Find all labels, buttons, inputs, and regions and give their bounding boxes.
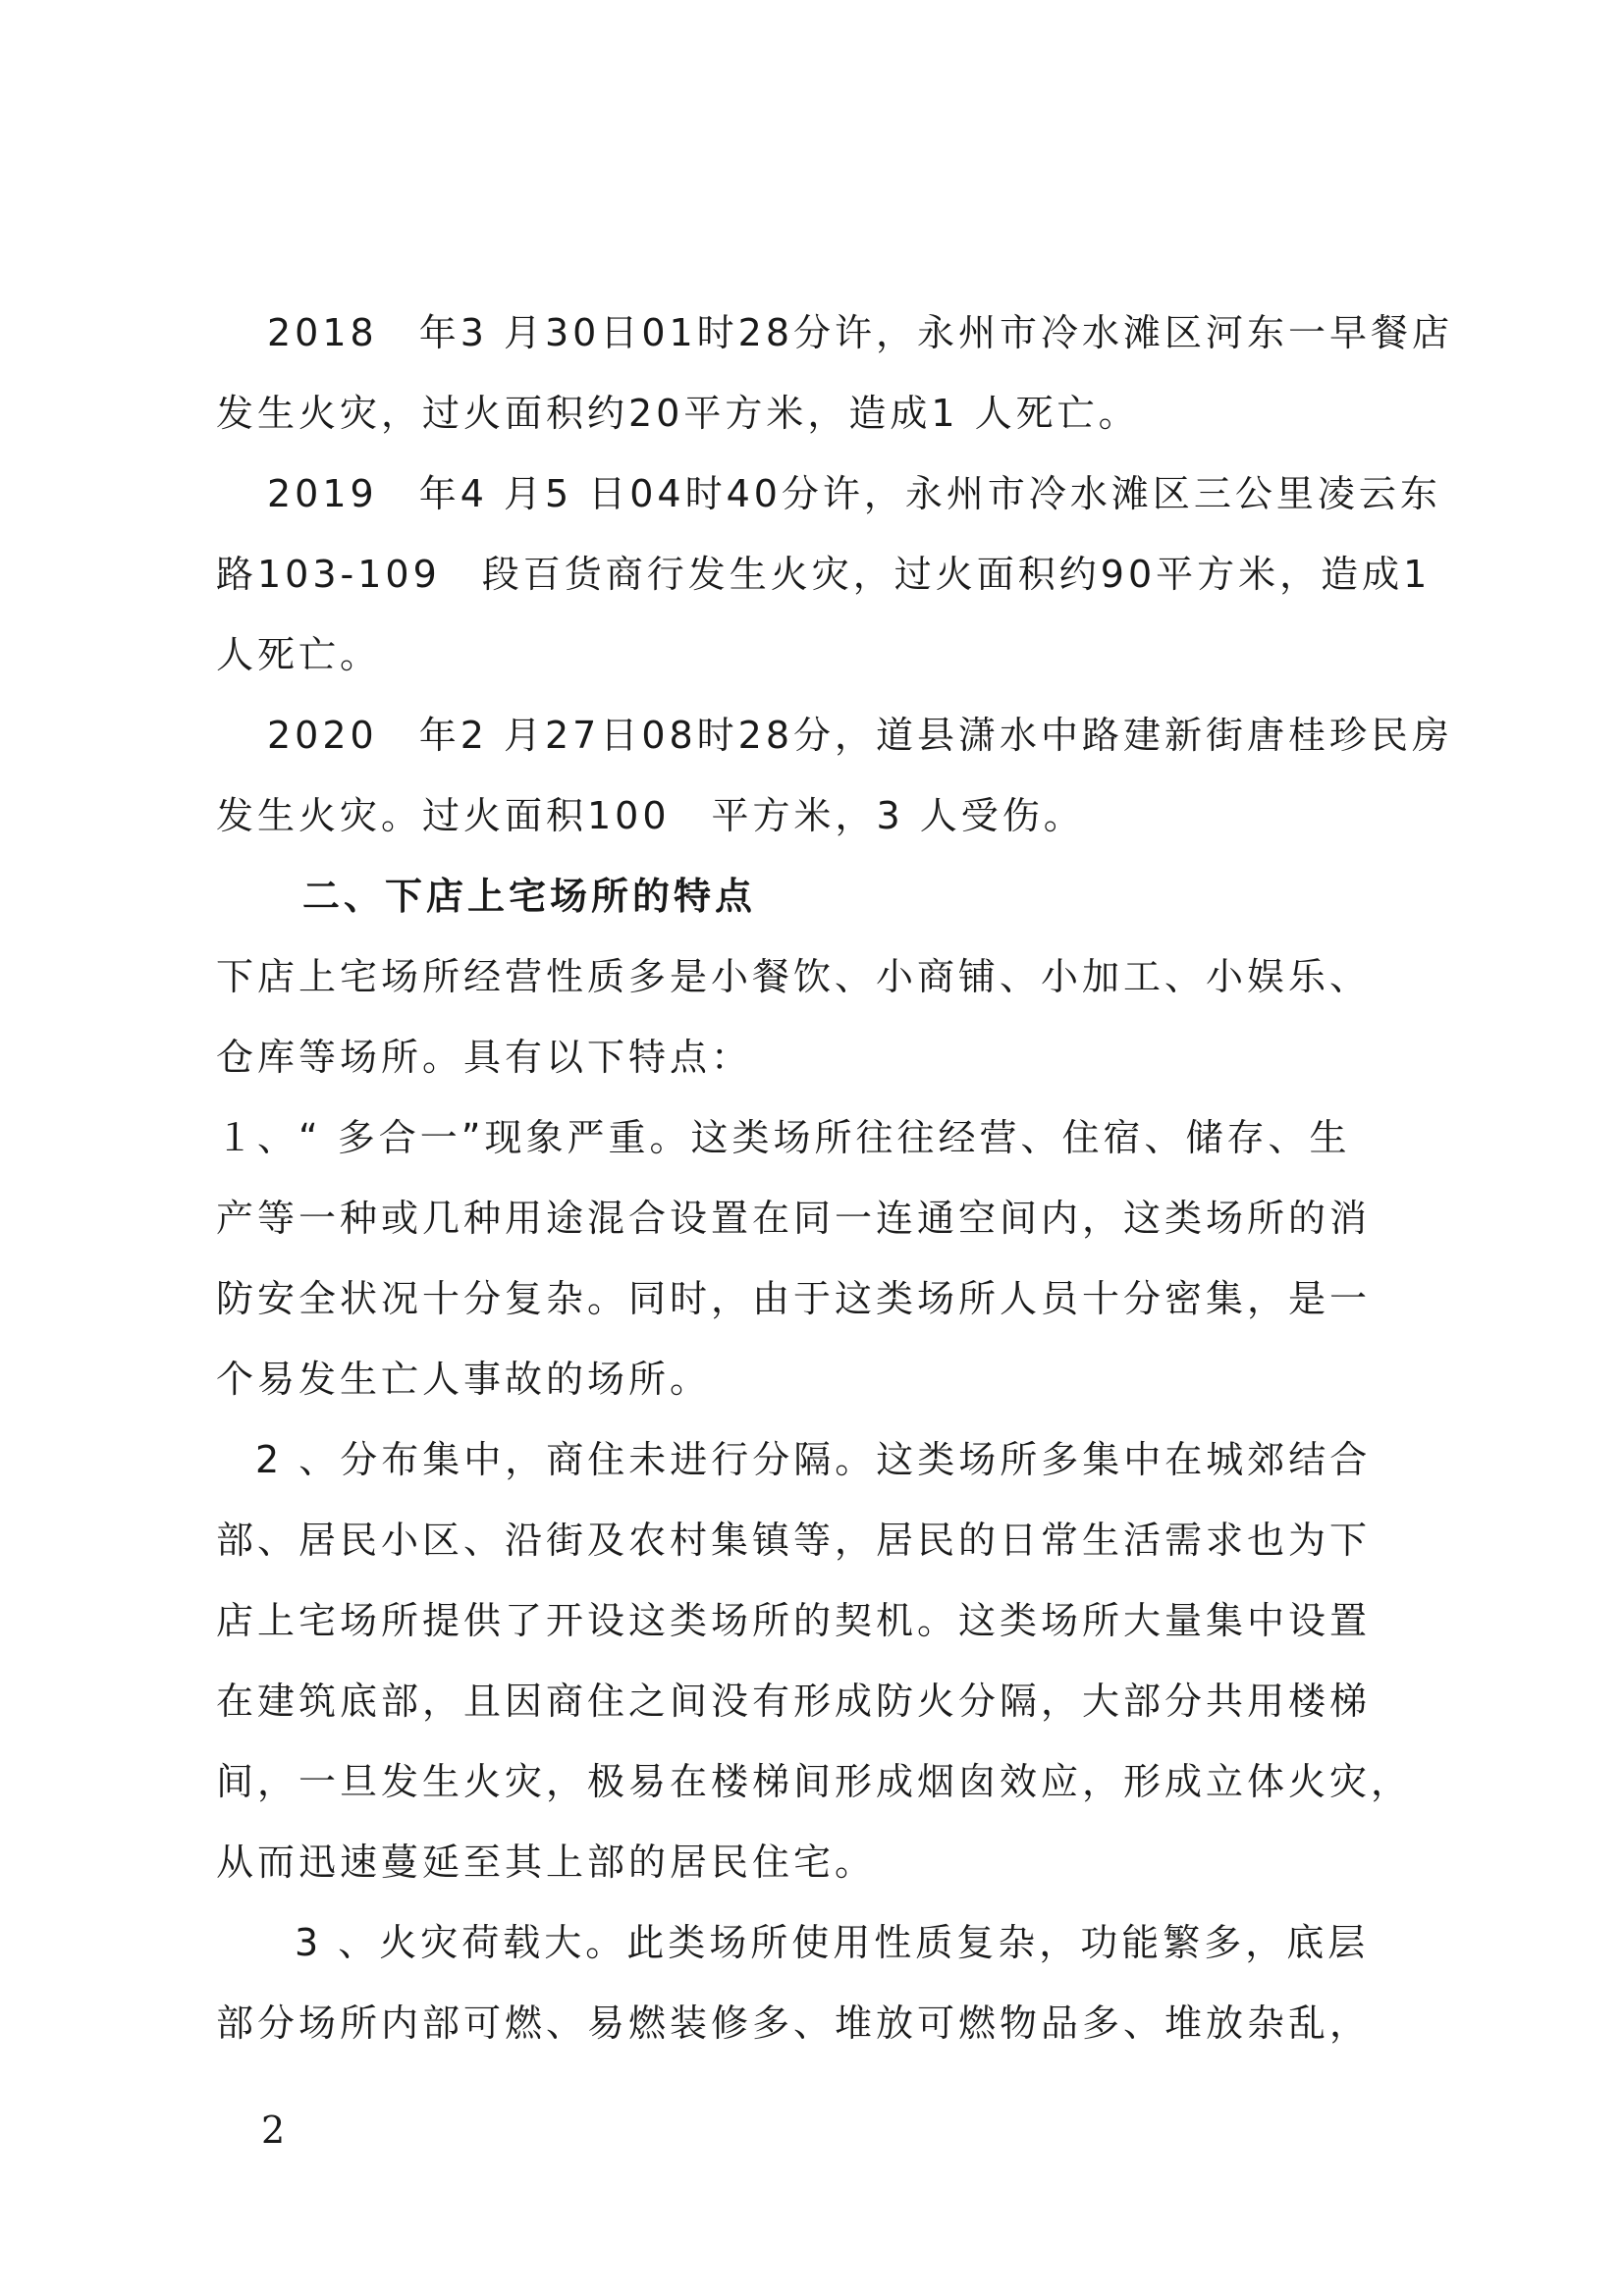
section-heading: 二、下店上宅场所的特点 xyxy=(302,875,757,918)
paragraph-line: 个易发生亡人事故的场所。 xyxy=(216,1358,712,1401)
document-body xyxy=(216,293,1454,2063)
paragraph-line: 路103-109 段百货商行发生火灾，过火面积约90平方米，造成1 xyxy=(216,553,1432,596)
paragraph-line: 在建筑底部，且因商住之间没有形成防火分隔，大部分共用楼梯 xyxy=(216,1680,1372,1723)
paragraph-line: 仓库等场所。具有以下特点： xyxy=(216,1036,753,1079)
paragraph-line: 部、居民小区、沿街及农村集镇等，居民的日常生活需求也为下 xyxy=(216,1519,1372,1562)
paragraph-line: 发生火灾，过火面积约20平方米，造成1 人死亡。 xyxy=(216,392,1140,435)
paragraph-line: 3 、火灾荷载大。此类场所使用性质复杂，功能繁多，底层 xyxy=(295,1921,1370,1964)
paragraph-line: 从而迅速蔓延至其上部的居民住宅。 xyxy=(216,1841,877,1884)
page-number: 2 xyxy=(261,2109,286,2152)
paragraph-line: 人死亡。 xyxy=(216,633,382,676)
paragraph-line: 2019 年4 月5 日04时40分许，永州市冷水滩区三公里凌云东 xyxy=(267,472,1441,515)
paragraph-line: 发生火灾。过火面积100 平方米，3 人受伤。 xyxy=(216,794,1085,837)
paragraph-line: 间，一旦发生火灾，极易在楼梯间形成烟囱效应，形成立体火灾， xyxy=(216,1760,1413,1803)
paragraph-line: １、“ 多合一”现象严重。这类场所往往经营、住宿、储存、生 xyxy=(216,1116,1351,1159)
paragraph-line: 产等一种或几种用途混合设置在同一连通空间内，这类场所的消 xyxy=(216,1197,1372,1240)
paragraph-line: 部分场所内部可燃、易燃装修多、堆放可燃物品多、堆放杂乱， xyxy=(216,2002,1372,2045)
paragraph-line: 防安全状况十分复杂。同时，由于这类场所人员十分密集，是一 xyxy=(216,1277,1372,1320)
paragraph-line: 2018 年3 月30日01时28分许，永州市冷水滩区河东一早餐店 xyxy=(267,311,1454,354)
paragraph-line: 下店上宅场所经营性质多是小餐饮、小商铺、小加工、小娱乐、 xyxy=(216,955,1372,998)
paragraph-line: 2 、分布集中，商住未进行分隔。这类场所多集中在城郊结合 xyxy=(255,1438,1372,1481)
paragraph-line: 店上宅场所提供了开设这类场所的契机。这类场所大量集中设置 xyxy=(216,1599,1372,1642)
paragraph-line: 2020 年2 月27日08时28分，道县潇水中路建新街唐桂珍民房 xyxy=(267,714,1454,757)
